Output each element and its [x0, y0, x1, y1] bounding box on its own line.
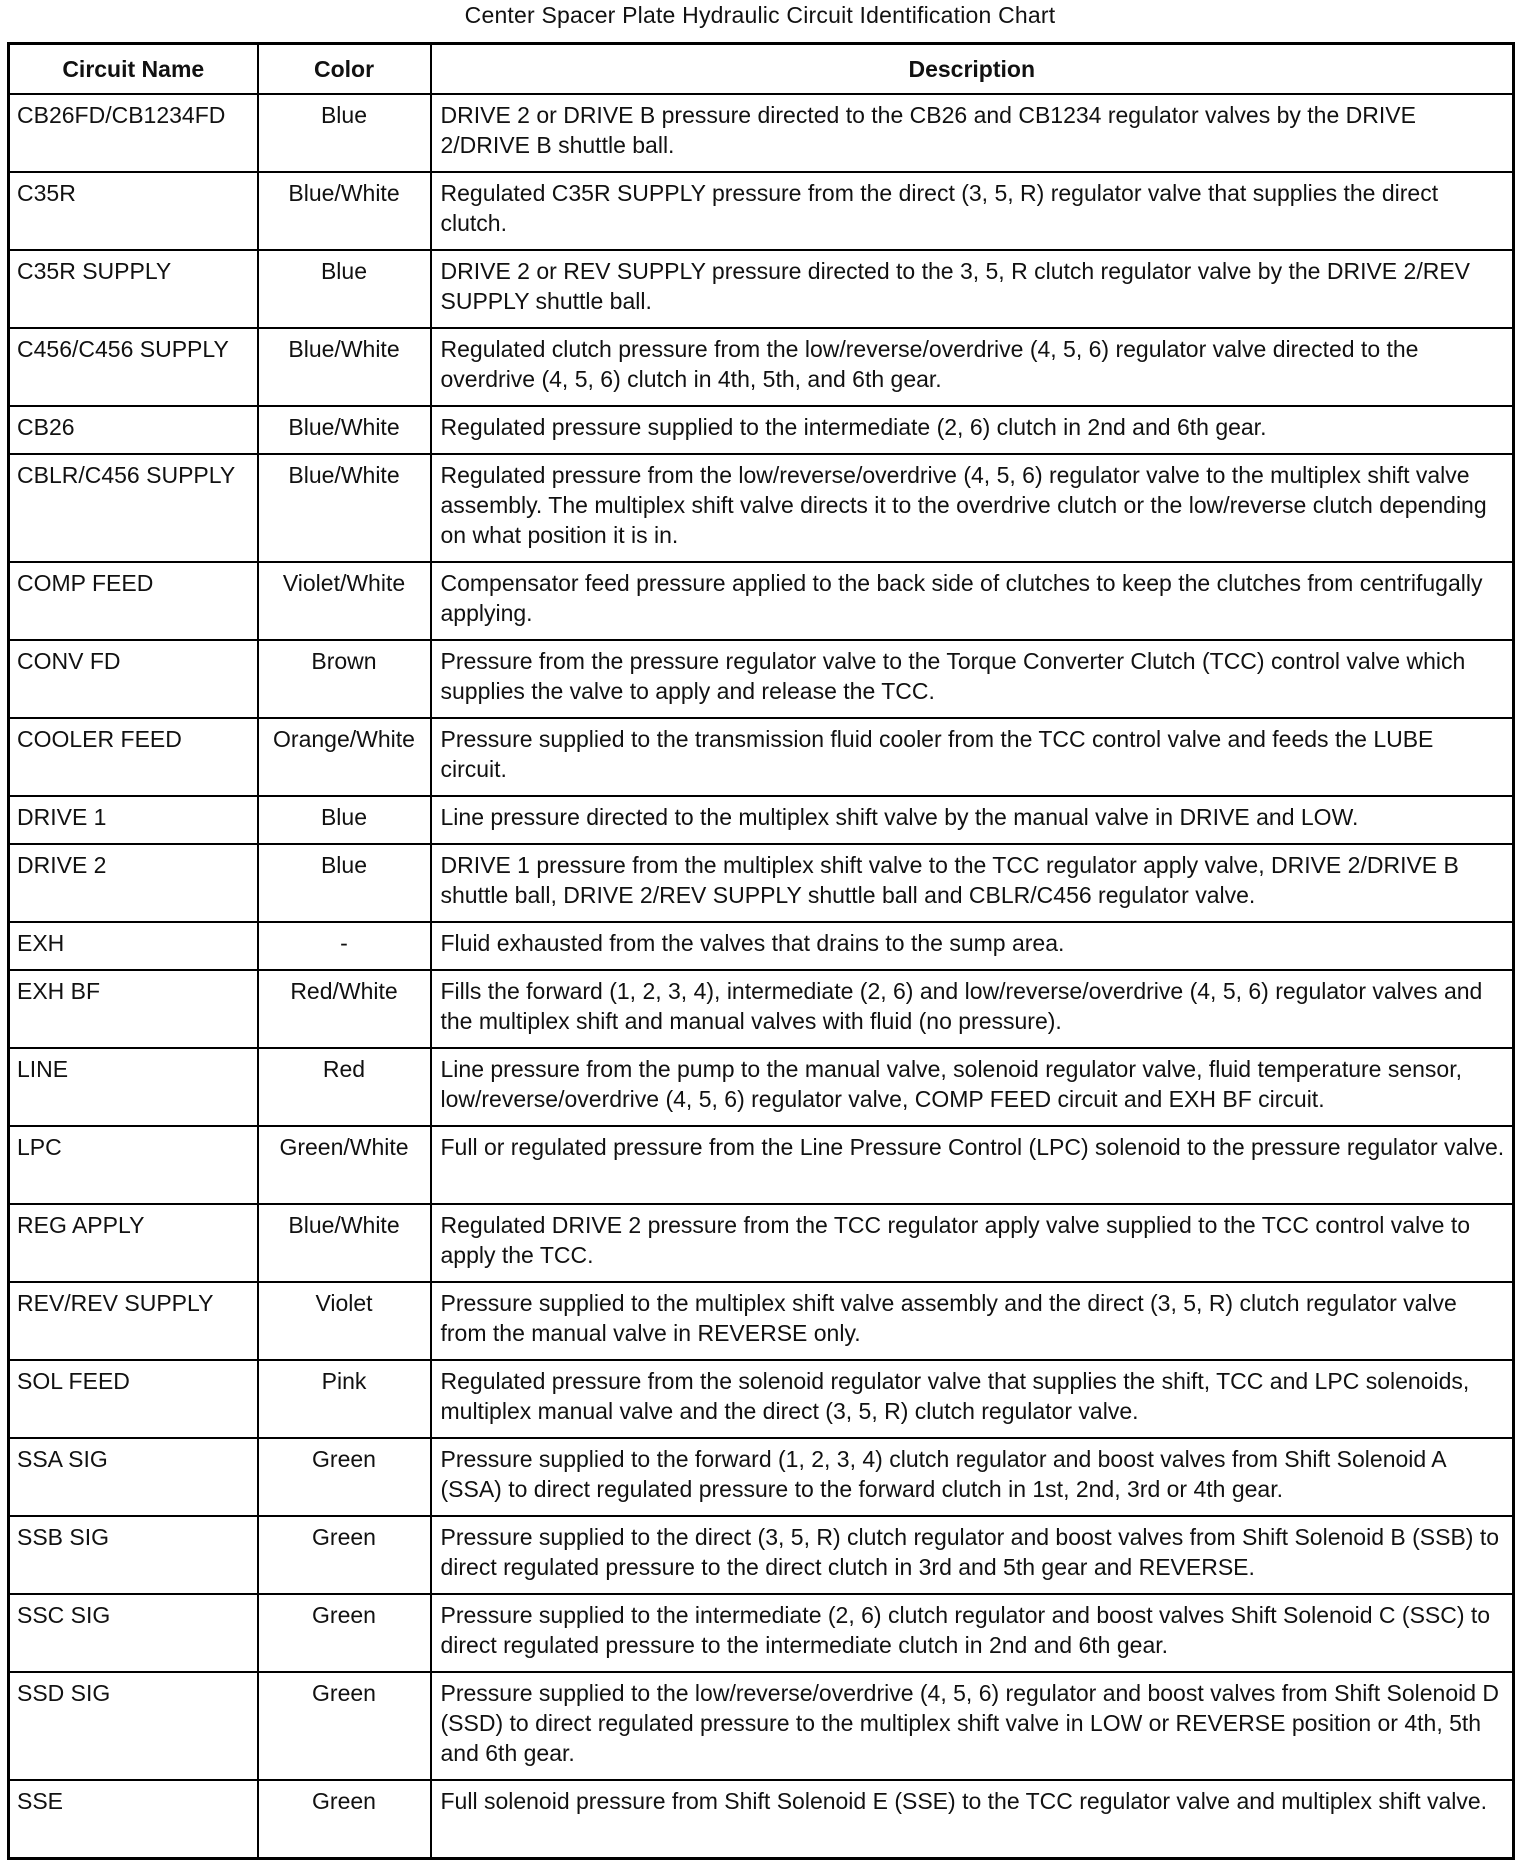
circuit-color-cell: Blue	[258, 796, 431, 844]
circuit-name-cell: SSA SIG	[9, 1438, 258, 1516]
column-header-description: Description	[431, 44, 1514, 95]
circuit-description-cell: Line pressure directed to the multiplex shift valve by the manual valve in DRIVE and LOW.	[431, 796, 1514, 844]
circuit-color-cell: Red	[258, 1048, 431, 1126]
table-row	[9, 1780, 1514, 1858]
circuit-description-cell: Pressure supplied to the intermediate (2, 6) clutch regulator and boost valves Shift Solenoid C (SSC) to direct regulated pressure to the intermediate clutch in 2nd and 6th gear.	[431, 1594, 1514, 1672]
circuit-name-cell: C35R	[9, 172, 258, 250]
circuit-name-cell: DRIVE 1	[9, 796, 258, 844]
circuit-name-cell: LPC	[9, 1126, 258, 1204]
circuit-name-cell: CBLR/C456 SUPPLY	[9, 454, 258, 562]
table-row	[9, 970, 1514, 1048]
table-row	[9, 1594, 1514, 1672]
circuit-description-cell: DRIVE 2 or DRIVE B pressure directed to the CB26 and CB1234 regulator valves by the DRIVE 2/DRIVE B shuttle ball.	[431, 94, 1514, 172]
circuit-name-cell: C456/C456 SUPPLY	[9, 328, 258, 406]
circuit-color-cell: Green	[258, 1438, 431, 1516]
circuit-name-cell: EXH BF	[9, 970, 258, 1048]
circuit-color-cell: Violet	[258, 1282, 431, 1360]
table-row	[9, 1282, 1514, 1360]
circuit-name-cell: CONV FD	[9, 640, 258, 718]
circuit-color-cell: Violet/White	[258, 562, 431, 640]
circuit-color-cell: Blue/White	[258, 172, 431, 250]
circuit-color-cell: Blue	[258, 250, 431, 328]
circuit-name-cell: REG APPLY	[9, 1204, 258, 1282]
circuit-color-cell: Blue/White	[258, 1204, 431, 1282]
table-row	[9, 922, 1514, 970]
circuit-description-cell: Fluid exhausted from the valves that drains to the sump area.	[431, 922, 1514, 970]
header-row	[9, 44, 1514, 95]
circuit-description-cell: Regulated C35R SUPPLY pressure from the direct (3, 5, R) regulator valve that supplies the direct clutch.	[431, 172, 1514, 250]
circuit-description-cell: Line pressure from the pump to the manual valve, solenoid regulator valve, fluid temperature sensor, low/reverse/overdrive (4, 5, 6) regulator valve, COMP FEED circuit and EXH BF circuit.	[431, 1048, 1514, 1126]
circuit-description-cell: Compensator feed pressure applied to the back side of clutches to keep the clutches from centrifugally applying.	[431, 562, 1514, 640]
table-row	[9, 718, 1514, 796]
circuit-name-cell: REV/REV SUPPLY	[9, 1282, 258, 1360]
table-row	[9, 172, 1514, 250]
circuit-name-cell: SOL FEED	[9, 1360, 258, 1438]
circuit-color-cell: Blue	[258, 94, 431, 172]
circuit-name-cell: C35R SUPPLY	[9, 250, 258, 328]
circuit-color-cell: Green	[258, 1516, 431, 1594]
circuit-color-cell: Green	[258, 1780, 431, 1858]
circuit-description-cell: Regulated pressure from the low/reverse/overdrive (4, 5, 6) regulator valve to the multiplex shift valve assembly. The multiplex shift valve directs it to the overdrive clutch or the low/reverse clutch depending on what position it is in.	[431, 454, 1514, 562]
circuit-description-cell: DRIVE 1 pressure from the multiplex shift valve to the TCC regulator apply valve, DRIVE 2/DRIVE B shuttle ball, DRIVE 2/REV SUPPLY shuttle ball and CBLR/C456 regulator valve.	[431, 844, 1514, 922]
circuit-description-cell: Regulated DRIVE 2 pressure from the TCC regulator apply valve supplied to the TCC control valve to apply the TCC.	[431, 1204, 1514, 1282]
circuit-description-cell: Pressure supplied to the multiplex shift valve assembly and the direct (3, 5, R) clutch regulator valve from the manual valve in REVERSE only.	[431, 1282, 1514, 1360]
table-row	[9, 796, 1514, 844]
table-row	[9, 250, 1514, 328]
circuit-name-cell: SSE	[9, 1780, 258, 1858]
table-row	[9, 1048, 1514, 1126]
circuit-description-cell: Pressure supplied to the direct (3, 5, R) clutch regulator and boost valves from Shift Solenoid B (SSB) to direct regulated pressure to the direct clutch in 3rd and 5th gear and REVERSE.	[431, 1516, 1514, 1594]
circuit-color-cell: Brown	[258, 640, 431, 718]
circuit-description-cell: Fills the forward (1, 2, 3, 4), intermediate (2, 6) and low/reverse/overdrive (4, 5, 6) regulator valves and the multiplex shift and manual valves with fluid (no pressure).	[431, 970, 1514, 1048]
circuit-name-cell: COOLER FEED	[9, 718, 258, 796]
table-row	[9, 844, 1514, 922]
circuit-name-cell: LINE	[9, 1048, 258, 1126]
table-row	[9, 454, 1514, 562]
circuit-color-cell: Orange/White	[258, 718, 431, 796]
circuit-description-cell: DRIVE 2 or REV SUPPLY pressure directed to the 3, 5, R clutch regulator valve by the DRIVE 2/REV SUPPLY shuttle ball.	[431, 250, 1514, 328]
table-row	[9, 406, 1514, 454]
circuit-color-cell: Pink	[258, 1360, 431, 1438]
table-row	[9, 1438, 1514, 1516]
circuit-color-cell: Blue/White	[258, 406, 431, 454]
circuit-identification-table	[7, 42, 1515, 1860]
circuit-name-cell: COMP FEED	[9, 562, 258, 640]
table-row	[9, 1360, 1514, 1438]
table-row	[9, 1516, 1514, 1594]
table-row	[9, 1204, 1514, 1282]
circuit-description-cell: Pressure supplied to the low/reverse/overdrive (4, 5, 6) regulator and boost valves from Shift Solenoid D (SSD) to direct regulated pressure to the multiplex shift valve in LOW or REVERSE position or 4th, 5th and 6th gear.	[431, 1672, 1514, 1780]
table-row	[9, 562, 1514, 640]
circuit-description-cell: Regulated pressure from the solenoid regulator valve that supplies the shift, TCC and LPC solenoids, multiplex manual valve and the direct (3, 5, R) clutch regulator valve.	[431, 1360, 1514, 1438]
circuit-color-cell: Green	[258, 1594, 431, 1672]
column-header-circuit-name: Circuit Name	[9, 44, 258, 95]
circuit-description-cell: Full or regulated pressure from the Line Pressure Control (LPC) solenoid to the pressure regulator valve.	[431, 1126, 1514, 1204]
circuit-color-cell: Red/White	[258, 970, 431, 1048]
circuit-description-cell: Pressure supplied to the transmission fluid cooler from the TCC control valve and feeds the LUBE circuit.	[431, 718, 1514, 796]
circuit-color-cell: Blue/White	[258, 328, 431, 406]
circuit-color-cell: Green/White	[258, 1126, 431, 1204]
circuit-description-cell: Pressure from the pressure regulator valve to the Torque Converter Clutch (TCC) control valve which supplies the valve to apply and release the TCC.	[431, 640, 1514, 718]
circuit-name-cell: SSC SIG	[9, 1594, 258, 1672]
circuit-description-cell: Regulated pressure supplied to the intermediate (2, 6) clutch in 2nd and 6th gear.	[431, 406, 1514, 454]
table-row	[9, 328, 1514, 406]
page-title: Center Spacer Plate Hydraulic Circuit Identification Chart	[464, 2, 1056, 28]
circuit-name-cell: SSD SIG	[9, 1672, 258, 1780]
circuit-name-cell: DRIVE 2	[9, 844, 258, 922]
circuit-color-cell: -	[258, 922, 431, 970]
circuit-color-cell: Blue	[258, 844, 431, 922]
circuit-description-cell: Regulated clutch pressure from the low/reverse/overdrive (4, 5, 6) regulator valve directed to the overdrive (4, 5, 6) clutch in 4th, 5th, and 6th gear.	[431, 328, 1514, 406]
table-row	[9, 1126, 1514, 1204]
circuit-color-cell: Green	[258, 1672, 431, 1780]
circuit-description-cell: Pressure supplied to the forward (1, 2, 3, 4) clutch regulator and boost valves from Shift Solenoid A (SSA) to direct regulated pressure to the forward clutch in 1st, 2nd, 3rd or 4th gear.	[431, 1438, 1514, 1516]
circuit-name-cell: CB26FD/CB1234FD	[9, 94, 258, 172]
column-header-color: Color	[258, 44, 431, 95]
circuit-name-cell: CB26	[9, 406, 258, 454]
table-row	[9, 94, 1514, 172]
circuit-name-cell: EXH	[9, 922, 258, 970]
circuit-color-cell: Blue/White	[258, 454, 431, 562]
circuit-name-cell: SSB SIG	[9, 1516, 258, 1594]
table-row	[9, 640, 1514, 718]
circuit-description-cell: Full solenoid pressure from Shift Solenoid E (SSE) to the TCC regulator valve and multiplex shift valve.	[431, 1780, 1514, 1858]
table-row	[9, 1672, 1514, 1780]
